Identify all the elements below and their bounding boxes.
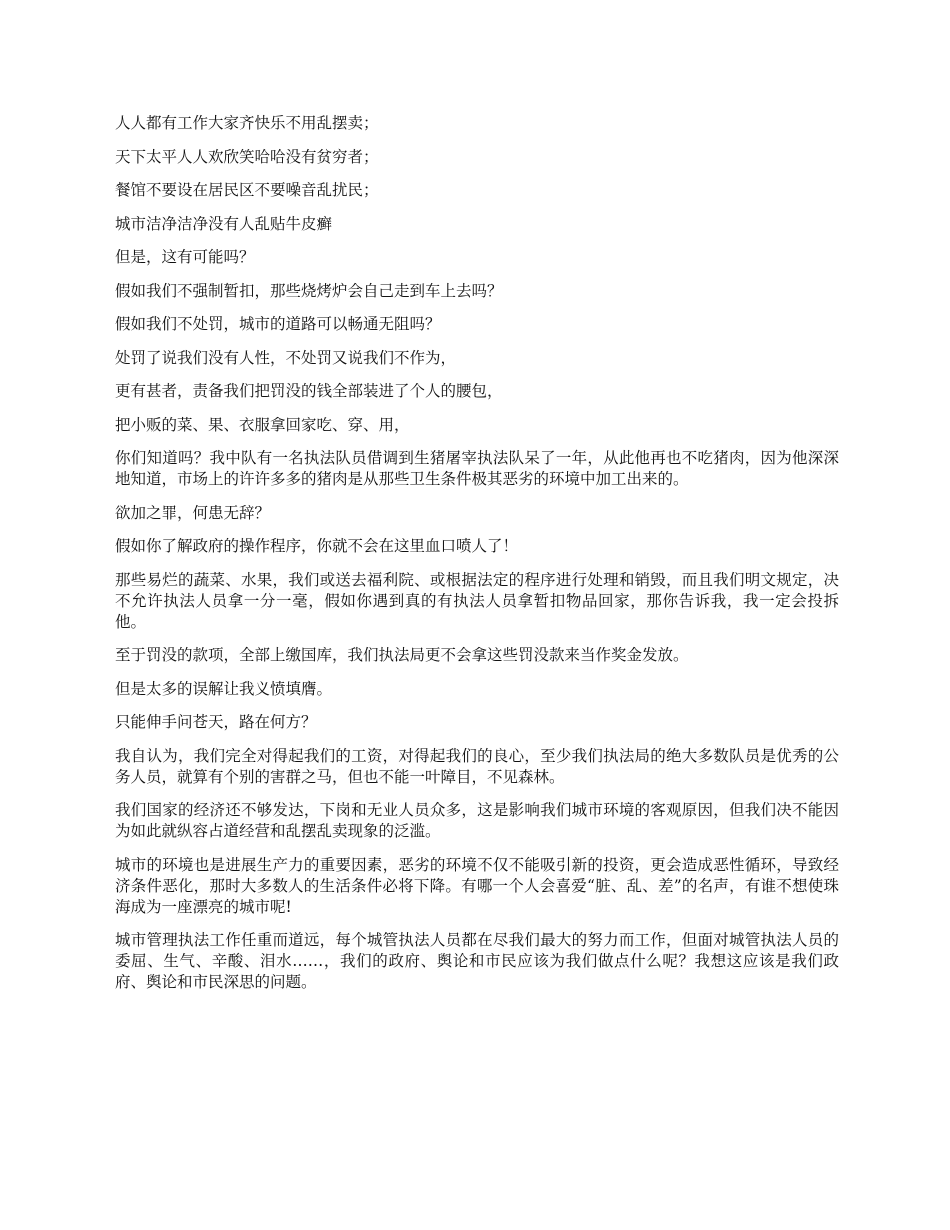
paragraph-17: 只能伸手问苍天，路在何方？	[115, 713, 317, 731]
document-body	[115, 113, 839, 1006]
paragraph-8: 处罚了说我们没有人性，不处罚又说我们不作为，	[115, 348, 457, 367]
paragraph-7: 假如我们不处罚，城市的道路可以畅通无阻吗？	[115, 315, 441, 333]
paragraph-14: 那些易烂的蔬菜、水果，我们或送去福利院、或根据法定的程序进行处理和销毁，而且我们明文规定，决不允许执法人员拿一分一毫，假如你遇到真的有执法人员拿暂扣物品回家，那你告诉我，我一定会投拆他。	[115, 570, 839, 631]
paragraph-9: 更有甚者，责备我们把罚没的钱全部装进了个人的腰包，	[115, 382, 503, 400]
paragraph-21: 城市管理执法工作任重而道远，每个城管执法人员都在尽我们最大的努力而工作，但面对城管执法人员的委屈、生气、辛酸、泪水……，我们的政府、舆论和市民应该为我们做点什么呢？我想这应该是我们政府、舆论和市民深思的问题。	[115, 931, 839, 991]
paragraph-5: 但是，这有可能吗？	[115, 248, 255, 266]
paragraph-18: 我自认为，我们完全对得起我们的工资，对得起我们的良心，至少我们执法局的绝大多数队员是优秀的公务人员，就算有个别的害群之马，但也不能一叶障目，不见森林。	[115, 746, 839, 786]
paragraph-20: 城市的环境也是进展生产力的重要因素，恶劣的环境不仅不能吸引新的投资，更会造成恶性循环，导致经济条件恶化，那时大多数人的生活条件必将下降。有哪一个人会喜爱“脏、乱、差”的名声，有谁不想使珠海成为一座漂亮的城市呢!	[115, 855, 839, 916]
paragraph-12: 欲加之罪，何患无辞？	[115, 503, 271, 522]
paragraph-10: 把小贩的菜、果、衣服拿回家吃、穿、用，	[115, 415, 410, 434]
paragraph-2: 天下太平人人欢欣笑哈哈没有贫穷者；	[115, 147, 379, 166]
paragraph-19: 我们国家的经济还不够发达，下岗和无业人员众多，这是影响我们城市环境的客观原因，但我们决不能因为如此就纵容占道经营和乱摆乱卖现象的泛滥。	[115, 801, 839, 840]
paragraph-6: 假如我们不强制暂扣，那些烧烤炉会自己走到车上去吗？	[115, 281, 503, 300]
paragraph-3: 餐馆不要设在居民区不要噪音乱扰民；	[115, 181, 379, 199]
paragraph-11: 你们知道吗？我中队有一名执法队员借调到生猪屠宰执法队呆了一年，从此他再也不吃猪肉，因为他深深地知道，市场上的许许多多的猪肉是从那些卫生条件极其恶劣的环境中加工出来的。	[115, 449, 839, 488]
paragraph-16: 但是太多的误解让我义愤填膺。	[115, 679, 333, 698]
paragraph-4: 城市洁净洁净没有人乱贴牛皮癣	[115, 214, 333, 233]
paragraph-15: 至于罚没的款项，全部上缴国库，我们执法局更不会拿这些罚没款来当作奖金发放。	[115, 646, 689, 664]
paragraph-13: 假如你了解政府的操作程序，你就不会在这里血口喷人了！	[115, 537, 519, 555]
paragraph-1: 人人都有工作大家齐快乐不用乱摆卖；	[115, 114, 379, 132]
